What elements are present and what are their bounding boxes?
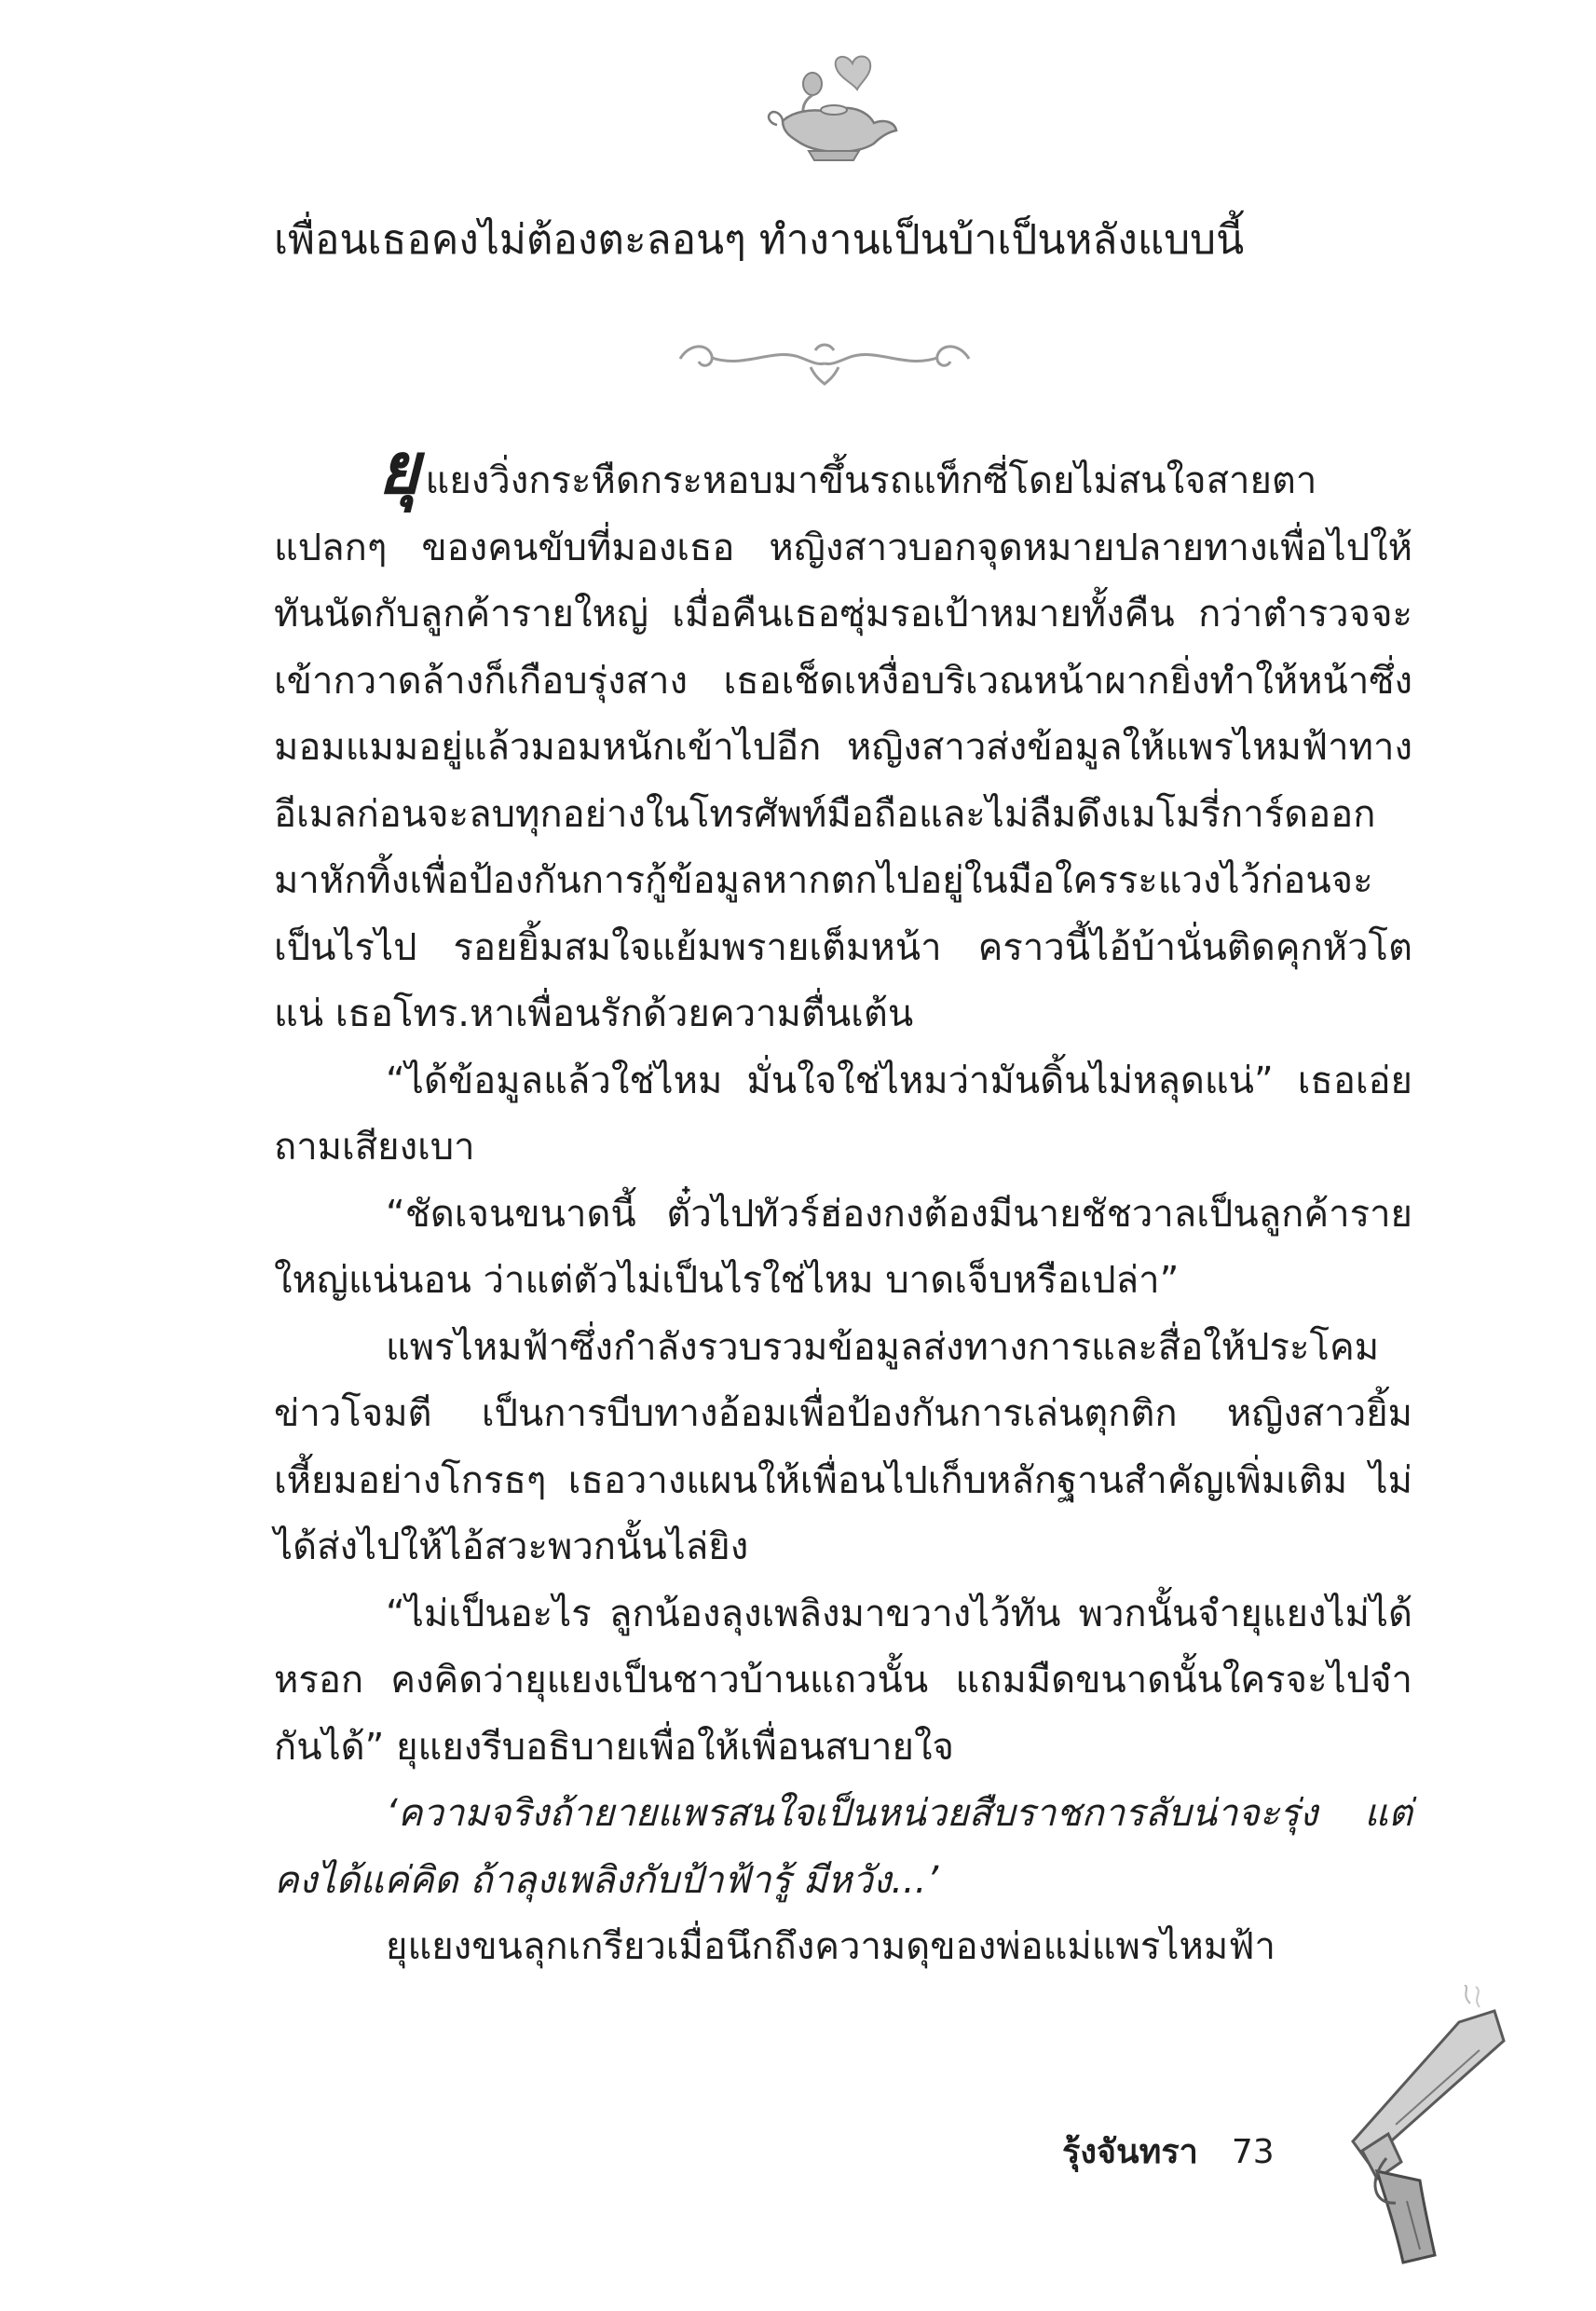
lead-text-line: เพื่อนเธอคงไม่ต้องตะลอนๆ ทำงานเป็นบ้าเป็นหลังแบบนี้ [274, 216, 1245, 264]
page-number: 73 [1231, 2133, 1275, 2171]
drop-cap: ยุ [378, 427, 420, 510]
author-name: รุ้งจันทรา [1062, 2133, 1198, 2171]
pistol-illustration-icon [1330, 1985, 1545, 2283]
flourish-divider-icon [671, 326, 978, 391]
paragraph-2: “ได้ข้อมูลแล้วใช่ไหม มั่นใจใช่ไหมว่ามันดิ้นไม่หลุดแน่” เธอเอ่ยถามเสียงเบา [274, 1059, 1412, 1169]
paragraph-1-text: แยงวิ่งกระหืดกระหอบมาขึ้นรถแท็กซี่โดยไม่สนใจสายตาแปลกๆ ของคนขับที่มองเธอ หญิงสาวบอกจุดหมายปลายทางเพื่อไปให้ทันนัดกับลูกค้ารายใหญ่ เมื่อคืนเธอซุ่มรอเป้าหมายทั้งคืน กว่าตำรวจจะเข้ากวาดล้างก็เกือบรุ่งสาง เธอเช็ดเหงื่อบริเวณหน้าผากยิ่งทำให้หน้าซึ่งมอมแมมอยู่แล้วมอมหนักเข้าไปอีก หญิงสาวส่งข้อมูลให้แพรไหมฟ้าทางอีเมลก่อนจะลบทุกอย่างในโทรศัพท์มือถือและไม่ลืมดึงเมโมรี่การ์ดออกมาหักทิ้งเพื่อป้องกันการกู้ข้อมูลหากตกไปอยู่ในมือใครระแวงไว้ก่อนจะเป็นไรไป รอยยิ้มสมใจแย้มพรายเต็มหน้า คราวนี้ไอ้บ้านั่นติดคุกหัวโตแน่ เธอโทร.หาเพื่อนรักด้วยความตื่นเต้น [274, 459, 1412, 1035]
paragraph-3: “ชัดเจนขนาดนี้ ตั๋วไปทัวร์ฮ่องกงต้องมีนายชัชวาลเป็นลูกค้ารายใหญ่แน่นอน ว่าแต่ตัวไม่เป็นไรใช่ไหม บาดเจ็บหรือเปล่า” [274, 1192, 1412, 1302]
page-footer [1062, 2125, 1275, 2181]
genie-lamp-ornament-icon [764, 47, 904, 168]
paragraph-1 [274, 427, 1412, 1048]
story-body [274, 427, 1412, 1981]
paragraph-4: แพรไหมฟ้าซึ่งกำลังรวบรวมข้อมูลส่งทางการและสื่อให้ประโคมข่าวโจมตี เป็นการบีบทางอ้อมเพื่อป้องกันการเล่นตุกติก หญิงสาวยิ้มเหี้ยมอย่างโกรธๆ เธอวางแผนให้เพื่อนไปเก็บหลักฐานสำคัญเพิ่มเติม ไม่ได้ส่งไปให้ไอ้สวะพวกนั้นไล่ยิง [274, 1325, 1412, 1568]
paragraph-6-thought: ‘ความจริงถ้ายายแพรสนใจเป็นหน่วยสืบราชการลับน่าจะรุ่ง แต่คงได้แค่คิด ถ้าลุงเพลิงกับป้าฟ้ารู้ มีหวัง...’ [274, 1792, 1412, 1902]
paragraph-7: ยุแยงขนลุกเกรียวเมื่อนึกถึงความดุของพ่อแม่แพรไหมฟ้า [386, 1925, 1275, 1968]
paragraph-5: “ไม่เป็นอะไร ลูกน้องลุงเพลิงมาขวางไว้ทัน พวกนั้นจำยุแยงไม่ได้หรอก คงคิดว่ายุแยงเป็นชาวบ้านแถวนั้น แถมมืดขนาดนั้นใครจะไปจำกันได้” ยุแยงรีบอธิบายเพื่อให้เพื่อนสบายใจ [274, 1592, 1412, 1769]
